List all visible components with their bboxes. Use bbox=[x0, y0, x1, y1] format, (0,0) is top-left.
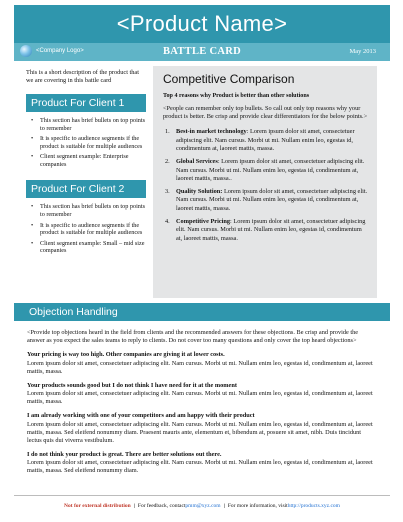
feedback-prefix: For feedback, contact bbox=[137, 502, 186, 509]
company-logo-text: <Company Logo> bbox=[36, 48, 84, 54]
reason-heading: Global Services bbox=[176, 158, 218, 166]
client-1-list bbox=[26, 117, 146, 168]
battle-card-label: BATTLE CARD bbox=[162, 46, 242, 57]
list-item: • It is specific to audience segments if the product is suitable for multiple audiences bbox=[31, 135, 146, 150]
reason-text: : Lorem ipsum dolor sit amet, consectetuer adipiscing elit. Nam cursus. Morbi ut mi. Nullam enim leo, egestas id, condimentum at, laoreet mattis, massa.. bbox=[176, 158, 365, 182]
list-item: • It is specific to audience segments if the product is suitable for multiple audiences bbox=[31, 222, 146, 237]
footer-separator: | bbox=[223, 502, 225, 509]
objection-handling-heading: Objection Handling bbox=[14, 303, 390, 321]
client-1-heading: Product For Client 1 bbox=[26, 94, 146, 112]
reason-text: Lorem ipsum dolor sit amet, consectetuer adipiscing elit. Nam cursus. Morbi ut mi. Nullam enim leo, egestas id, condimentum at, laoreet mattis, massa. bbox=[176, 188, 368, 212]
objection-answer: Lorem ipsum dolor sit amet, consectetuer adipiscing elit. Nam cursus. Morbi ut mi. Nullam enim leo, egestas id, condimentum at, laoreet mattis, massa. Sed eleifend nonummy diam. bbox=[27, 459, 373, 475]
reason-text: : Lorem ipsum dolor sit amet, consectetuer adipiscing elit. Nam cursus. Morbi ut mi. Nullam enim leo, egestas id, condimentum at, laoreet mattis, massa. bbox=[176, 128, 355, 152]
header bbox=[14, 5, 390, 43]
reason-number: 4. bbox=[165, 218, 170, 226]
objection-question: I do not think your product is great. There are better solutions out there. bbox=[27, 451, 222, 459]
client-2-heading: Product For Client 2 bbox=[26, 180, 146, 198]
reason-item bbox=[165, 128, 369, 153]
footer bbox=[14, 495, 390, 515]
footer-separator: | bbox=[133, 502, 135, 509]
objection-item bbox=[27, 412, 377, 445]
reason-item bbox=[165, 218, 369, 243]
reason-heading: Competitive Pricing bbox=[176, 218, 231, 226]
competitive-comparison-panel bbox=[153, 66, 377, 298]
reason-number: 1. bbox=[165, 128, 170, 136]
reason-item bbox=[165, 188, 369, 213]
feedback-email-link[interactable]: pmm@xyz.com bbox=[185, 502, 221, 509]
objection-answer: Lorem ipsum dolor sit amet, consectetuer adipiscing elit. Nam cursus. Morbi ut mi. Nullam enim leo, egestas id, condimentum at, laoreet mattis, massa. bbox=[27, 390, 373, 406]
reason-number: 3. bbox=[165, 188, 170, 196]
date-label: May 2013 bbox=[349, 48, 376, 55]
objection-item bbox=[27, 351, 377, 376]
product-description: This is a short description of the product that we are covering in this battle card bbox=[26, 69, 139, 85]
list-item: • Client segment example: Enterprise companies bbox=[31, 153, 146, 168]
objection-answer: Lorem ipsum dolor sit amet, consectetuer adipiscing elit. Nam cursus. Morbi ut mi. Nullam enim leo, egestas id, condimentum at, laoreet mattis, massa. Sed eleifend nonummy diam. Praesent mauris ante, elementum et, bibendum at, posuere sit amet, nibh. Duis tincidunt lectus quis dui viverra vestibulum. bbox=[27, 420, 373, 444]
reason-heading: Best-in market technology bbox=[176, 128, 247, 136]
objection-question: Your pricing is way too high. Other companies are giving it at lower costs. bbox=[27, 351, 225, 359]
list-item: • This section has brief bullets on top points to remember bbox=[31, 117, 146, 132]
reason-number: 2. bbox=[165, 158, 170, 166]
title-band bbox=[14, 43, 390, 61]
objection-item bbox=[27, 451, 377, 476]
reason-heading: Quality Solution: bbox=[176, 188, 223, 196]
competitive-comparison-intro: <People can remember only top bullets. So call out only top reasons why your product is better. Be crisp and provide clear differentiators for the below points.> bbox=[163, 105, 368, 121]
client-2-list bbox=[26, 203, 146, 254]
competitive-comparison-title: Competitive Comparison bbox=[163, 72, 295, 86]
list-item: • Client segment example: Small – mid size companies bbox=[31, 240, 146, 255]
reasons-list bbox=[163, 128, 369, 243]
objection-question: Your products sounds good but I do not think I have need for it at the moment bbox=[27, 381, 237, 389]
distribution-notice: Not for external distribution bbox=[64, 502, 131, 509]
competitive-comparison-subtitle: Top 4 reasons why Product is better than other solutions bbox=[163, 93, 310, 99]
product-title: <Product Name> bbox=[116, 11, 288, 36]
list-item: • This section has brief bullets on top points to remember bbox=[31, 203, 146, 218]
objection-question: I am already working with one of your competitors and am happy with their product bbox=[27, 412, 255, 420]
reason-item bbox=[165, 158, 369, 183]
objection-intro: <Provide top objections heard in the field from clients and the recommended answers for these objections. Be crisp and provide the answer as you expect the sales teams to reply to clients. Do not cover too many questions and only cover the top heard objections> bbox=[27, 329, 359, 345]
objection-item bbox=[27, 382, 377, 407]
info-prefix: For more information, visit bbox=[227, 502, 288, 509]
info-url-link[interactable]: http://products.xyz.com bbox=[287, 502, 340, 509]
objection-handling-section bbox=[27, 329, 377, 482]
objection-answer: Lorem ipsum dolor sit amet, consectetuer adipiscing elit. Nam cursus. Morbi ut mi. Nullam enim leo, egestas id, condimentum at, laoreet mattis, massa. bbox=[27, 359, 373, 375]
left-column bbox=[26, 67, 146, 258]
reason-text: : Lorem ipsum dolor sit amet, consectetuer adipiscing elit. Nam cursus. Morbi ut mi. Nullam enim leo, egestas id, condimentum at, laoreet mattis, massa. bbox=[176, 218, 366, 242]
